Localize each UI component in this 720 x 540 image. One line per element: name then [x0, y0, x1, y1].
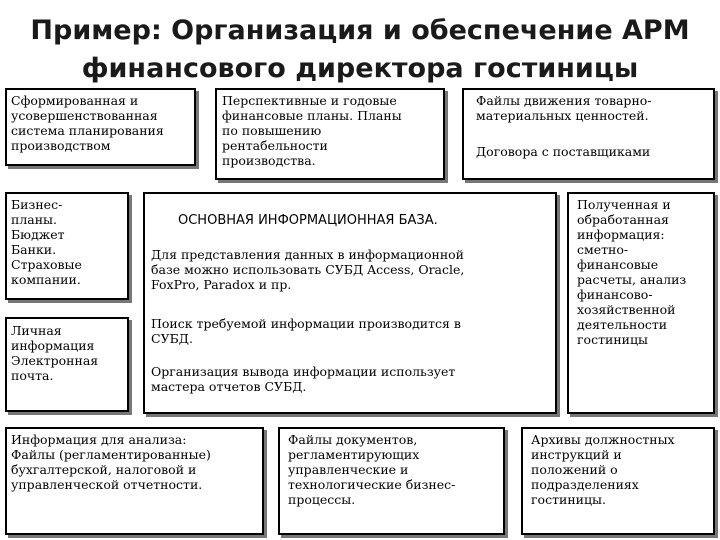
slide-title-line1: Пример: Организация и обеспечение АРМ: [30, 15, 690, 46]
planning-system-text: Сформированная и усовершенствованная система планирования производством: [11, 93, 164, 153]
supplier-contracts-text: Договора с поставщиками: [476, 144, 651, 159]
financial-plans-text: Перспективные и годовые финансовые планы. Планы по повышению рентабельности производства.: [222, 93, 402, 168]
slide-title: [0, 12, 720, 88]
main-database-para-search: Поиск требуемой информации производится в СУБД.: [151, 316, 461, 346]
main-database-heading: ОСНОВНАЯ ИНФОРМАЦИОННАЯ БАЗА.: [178, 213, 438, 228]
analysis-info-text: Информация для анализа: Файлы (регламентированные) бухгалтерской, налоговой и управленческой отчетности.: [11, 432, 211, 492]
business-plans-text: Бизнес- планы. Бюджет Банки. Страховые компании.: [11, 197, 82, 287]
slide-title-line2: финансового директора гостиницы: [81, 53, 639, 84]
main-database-para-dbms: Для представления данных в информационной базе можно использовать СУБД Access, Oracle, FoxPro, Paradox и пр.: [151, 247, 465, 292]
personal-info-text: Личная информация Электронная почта.: [11, 323, 99, 383]
document-files-text: Файлы документов, регламентирующих управленческие и технологические бизнес- процессы.: [288, 432, 456, 507]
inventory-files-text: Файлы движения товарно- материальных ценностей.: [476, 93, 652, 123]
job-archives-text: Архивы должностных инструкций и положений о подразделениях гостиницы.: [531, 432, 675, 507]
main-database-para-reports: Организация вывода информации использует мастера отчетов СУБД.: [151, 364, 456, 394]
processed-info-text: Полученная и обработанная информация: сметно- финансовые расчеты, анализ финансово- хозяйственной деятельности гостиницы: [577, 197, 687, 347]
